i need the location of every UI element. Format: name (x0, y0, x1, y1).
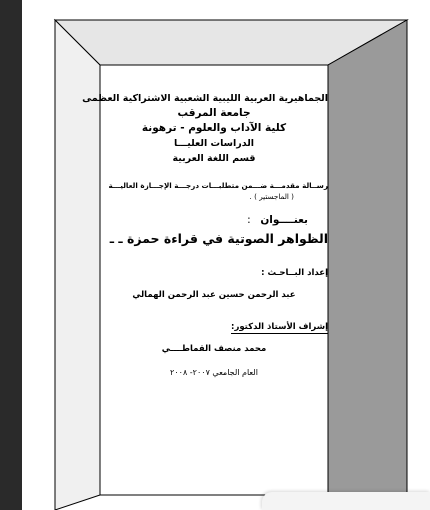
author-label-text: إعداد البــاحـث : (261, 268, 328, 278)
subject-line-2: ( الماجستير ) . (249, 192, 294, 201)
notification-popup-edge[interactable] (262, 492, 430, 510)
header-line-faculty: كلية الآداب والعلوم - ترهونة (141, 122, 287, 134)
header-line-university: جامعة المرقب (177, 107, 251, 119)
supervisor-name: محمد منصف القماطــــي (161, 344, 267, 354)
author-label (100, 268, 328, 278)
header-line-country: الجماهيرية العربية الليبية الشعبية الاشتراكية العظمى (82, 93, 328, 104)
author-name: عبد الرحمن حسين عبد الرحمن الهمالي (132, 290, 296, 300)
subject-line-1: رســالة مقدمـــة ضـــمن متطلبـــات درجـــة الإجـــازة العاليـــة (108, 181, 328, 190)
title-label-colon: : (247, 214, 251, 226)
institution-header (82, 91, 328, 166)
header-line-department: قسم اللغة العربية (172, 153, 256, 164)
frame-right-bevel (328, 20, 407, 510)
thesis-title: الظواهر الصوتية في قراءة حمزة ـ ـ (109, 231, 328, 246)
title-label (100, 214, 308, 226)
thesis-subject (100, 180, 328, 202)
title-label-text: بعنــــوان (260, 214, 308, 226)
title-page-content (82, 65, 328, 495)
header-line-graduate-studies: الدراسات العليـــا (173, 138, 255, 149)
supervisor-label (100, 322, 328, 332)
supervisor-label-text: إشراف الأستاذ الدكتور: (231, 322, 328, 332)
document-page (22, 0, 430, 510)
academic-year: العام الجامعي ٢٠٠٧- ٢٠٠٨ (170, 368, 258, 377)
